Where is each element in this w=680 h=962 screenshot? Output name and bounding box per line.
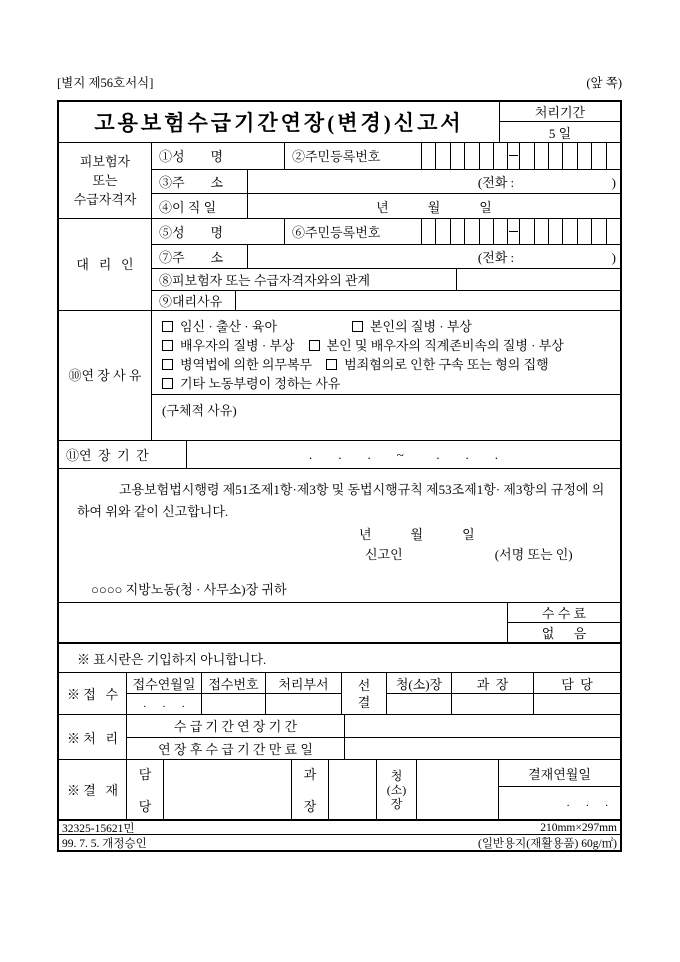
doc-number: 32325-15621민 bbox=[62, 822, 135, 835]
employment-insurance-extension-form bbox=[57, 100, 622, 852]
checkbox-icon[interactable] bbox=[162, 340, 173, 351]
insured-address-input-area[interactable]: (전화 : ) bbox=[477, 174, 616, 190]
page-header bbox=[57, 73, 622, 91]
checkbox-icon[interactable] bbox=[309, 340, 320, 351]
approval-date-input-area[interactable]: . . . bbox=[566, 797, 608, 809]
declaration-reporter-line bbox=[59, 545, 620, 565]
fee-box bbox=[508, 603, 620, 642]
processing-section-label: ※ 처 리 bbox=[59, 715, 127, 759]
processing-time-value: 5 일 bbox=[548, 125, 572, 141]
agent-relation-label: ⑧피보험자 또는 수급자격자와의 관계 bbox=[152, 269, 457, 290]
receipt-section-label: ※ 접 수 bbox=[59, 673, 127, 714]
staff-sign-area[interactable] bbox=[534, 694, 620, 714]
agent-section bbox=[59, 218, 620, 310]
manager-sign-header: 과 장 bbox=[452, 673, 533, 694]
approval-staff-sign-area[interactable] bbox=[164, 760, 292, 819]
chief-sign-area[interactable] bbox=[387, 694, 451, 714]
insured-leave-date-label: ④이 직 일 bbox=[152, 194, 248, 218]
rrn-hyphen bbox=[507, 219, 519, 244]
receipt-date-input-area[interactable]: . . . bbox=[143, 698, 185, 710]
option-other[interactable]: 기타 노동부령이 정하는 사유 bbox=[162, 374, 340, 393]
approval-chief-sign-area[interactable] bbox=[417, 760, 499, 819]
option-detention[interactable]: 범죄혐의로 인한 구속 또는 형의 집행 bbox=[326, 355, 549, 374]
option-relative-illness[interactable]: 본인 및 배우자의 직계존비속의 질병 · 부상 bbox=[309, 336, 564, 355]
declaration-section bbox=[59, 468, 620, 602]
staff-sign-header: 담 당 bbox=[534, 673, 620, 694]
extension-reason-section bbox=[59, 310, 620, 440]
recipient-line: ○○○○ 지방노동(청 · 사무소)장 귀하 bbox=[91, 582, 287, 597]
pre-approval-label: 선 결 bbox=[342, 673, 387, 714]
checkbox-icon[interactable] bbox=[326, 359, 337, 370]
form-title: 고용보험수급기간연장(변경)신고서 bbox=[59, 102, 500, 142]
processing-extension-period-label: 수 급 기 간 연 장 기 간 bbox=[127, 715, 344, 738]
receipt-row bbox=[59, 672, 620, 714]
paper-size: 210mm×297mm bbox=[540, 821, 617, 834]
sign-or-seal-label: (서명 또는 인) bbox=[494, 547, 573, 562]
option-pregnancy[interactable]: 임신 · 출산 · 육아 bbox=[162, 317, 338, 336]
approval-staff-label: 담 당 bbox=[127, 760, 164, 819]
approval-section-label: ※ 결 재 bbox=[59, 760, 127, 819]
insured-leave-date-input-area[interactable]: 년 월 일 bbox=[376, 199, 492, 215]
approval-manager-sign-area[interactable] bbox=[329, 760, 377, 819]
manager-sign-area[interactable] bbox=[452, 694, 533, 714]
receipt-date-header: 접수연월일 bbox=[127, 673, 201, 694]
extension-period-label: ⑪연 장 기 간 bbox=[59, 441, 187, 468]
fee-label: 수 수 료 bbox=[508, 603, 620, 623]
insured-rrn-input-cells[interactable] bbox=[422, 143, 620, 169]
note-text: ※ 표시란은 기입하지 아니합니다. bbox=[77, 651, 267, 667]
paper-spec: (일반용지(재활용품) 60g/㎡) bbox=[477, 837, 617, 850]
insured-name-label: ①성 명 bbox=[152, 143, 285, 169]
reason-detail-area[interactable] bbox=[152, 394, 620, 440]
extension-period-row bbox=[59, 440, 620, 468]
checkbox-icon[interactable] bbox=[162, 378, 173, 389]
checkbox-icon[interactable] bbox=[162, 321, 173, 332]
rrn-hyphen bbox=[507, 143, 519, 169]
fee-row bbox=[59, 602, 620, 642]
processing-extension-period-input[interactable] bbox=[345, 715, 620, 738]
extension-period-input-area[interactable]: . . . ~ . . . bbox=[308, 446, 499, 462]
processing-time-label: 처리기간 bbox=[500, 102, 620, 122]
footer-row-2 bbox=[59, 834, 620, 850]
agent-name-label: ⑤성 명 bbox=[152, 219, 285, 244]
option-military-service[interactable]: 병역법에 의한 의무복무 bbox=[162, 355, 312, 374]
receipt-number-header: 접수번호 bbox=[202, 673, 265, 694]
declaration-body: 고용보험법시행령 제51조제1항·제3항 및 동법시행규칙 제53조제1항· 제3항의 규정에 의하여 위와 같이 신고합니다. bbox=[77, 482, 605, 519]
insured-rrn-label: ②주민등록번호 bbox=[285, 143, 422, 169]
option-spouse-illness[interactable]: 배우자의 질병 · 부상 bbox=[162, 336, 295, 355]
receipt-dept-input-area[interactable] bbox=[266, 694, 341, 714]
agent-section-label: 대 리 인 bbox=[59, 219, 152, 310]
agent-address-input-area[interactable]: (전화 : ) bbox=[477, 249, 616, 265]
insured-section-label: 피보험자 또는 수급자격자 bbox=[59, 143, 152, 218]
form-code-label: [별지 제56호서식] bbox=[57, 76, 154, 90]
checkbox-icon[interactable] bbox=[162, 359, 173, 370]
receipt-dept-header: 처리부서 bbox=[266, 673, 341, 694]
declaration-date-line: 년 월 일 bbox=[359, 527, 475, 542]
footer-row-1 bbox=[59, 819, 620, 834]
approval-row bbox=[59, 759, 620, 819]
agent-relation-input-area[interactable] bbox=[457, 269, 620, 290]
approval-date-label: 결재연월일 bbox=[499, 760, 620, 787]
processing-expiry-label: 연 장 후 수 급 기 간 만 료 일 bbox=[158, 741, 313, 757]
note-row bbox=[59, 642, 620, 672]
agent-reason-input-area[interactable] bbox=[236, 291, 620, 310]
approval-chief-label: 청 (소) 장 bbox=[377, 760, 417, 819]
approval-date-box bbox=[499, 760, 620, 819]
front-page-label: (앞 쪽) bbox=[586, 76, 622, 90]
processing-time-box bbox=[500, 102, 620, 142]
insured-section bbox=[59, 142, 620, 218]
chief-sign-header: 청(소)장 bbox=[387, 673, 451, 694]
approval-manager-label: 과 장 bbox=[292, 760, 329, 819]
agent-rrn-input-cells[interactable] bbox=[422, 219, 620, 244]
processing-row bbox=[59, 714, 620, 759]
agent-rrn-label: ⑥주민등록번호 bbox=[285, 219, 422, 244]
fee-value: 없 음 bbox=[541, 626, 587, 641]
extension-reason-options bbox=[152, 311, 620, 394]
revision-date: 99. 7. 5. 개정승인 bbox=[62, 837, 147, 850]
reporter-label: 신고인 bbox=[365, 547, 403, 562]
reason-detail-label: (구체적 사유) bbox=[162, 403, 237, 418]
insured-address-label: ③주 소 bbox=[152, 170, 248, 194]
agent-address-label: ⑦주 소 bbox=[152, 245, 248, 269]
checkbox-icon[interactable] bbox=[352, 321, 363, 332]
title-row bbox=[59, 102, 620, 142]
fee-empty-area bbox=[59, 603, 508, 642]
receipt-number-input-area[interactable] bbox=[202, 694, 265, 714]
extension-reason-label: ⑩연 장 사 유 bbox=[59, 311, 152, 440]
option-own-illness[interactable]: 본인의 질병 · 부상 bbox=[352, 317, 472, 336]
processing-expiry-input[interactable] bbox=[345, 738, 620, 760]
agent-reason-label: ⑨대리사유 bbox=[152, 291, 236, 310]
